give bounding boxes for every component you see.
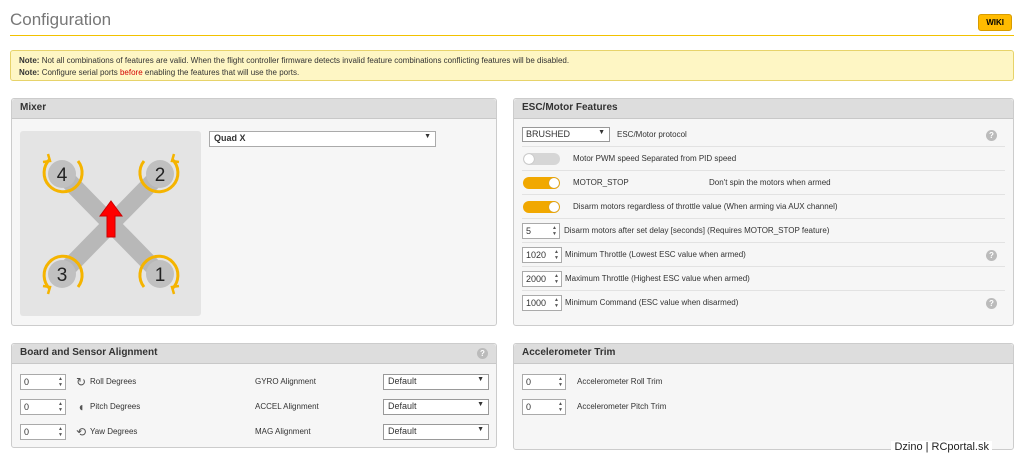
- quad-x-diagram: [20, 131, 201, 316]
- roll-degrees-input[interactable]: [20, 374, 66, 390]
- esc-protocol-row: [522, 123, 1005, 147]
- note-prefix: Note:: [19, 56, 40, 65]
- svg-text:2: 2: [154, 165, 166, 186]
- min-command-row: [522, 291, 1005, 315]
- disarm-delay-label: Disarm motors after set delay [seconds] (Requires MOTOR_STOP feature): [564, 226, 830, 235]
- spinner-icon[interactable]: ▲ ▼: [554, 273, 559, 285]
- min-throttle-row: [522, 243, 1005, 267]
- motor-2: [140, 154, 179, 192]
- pitch-icon: ◖: [77, 400, 85, 414]
- chevron-down-icon: ▼: [477, 426, 484, 433]
- esc-protocol-select[interactable]: [522, 127, 610, 142]
- max-throttle-label: Maximum Throttle (Highest ESC value when armed): [565, 274, 750, 283]
- note-prefix: Note:: [19, 68, 40, 77]
- disarm-delay-value: 5: [526, 226, 532, 236]
- note-highlight: before: [119, 68, 143, 77]
- note-text: Not all combinations of features are valid. When the flight controller firmware detects invalid feature combinations conflicting features will be disabled.: [41, 56, 570, 65]
- esc-protocol-label: ESC/Motor protocol: [617, 130, 687, 139]
- motor-stop-row: [522, 171, 1005, 195]
- yaw-degrees-input[interactable]: [20, 424, 66, 440]
- disarm-throttle-row: [522, 195, 1005, 219]
- spinner-icon[interactable]: ▲ ▼: [552, 225, 557, 237]
- help-icon[interactable]: ?: [986, 250, 997, 261]
- roll-trim-input[interactable]: [522, 374, 566, 390]
- yaw-degrees-label: Yaw Degrees: [90, 427, 138, 436]
- max-throttle-row: [522, 267, 1005, 291]
- mixer-select[interactable]: [209, 131, 436, 147]
- wiki-button[interactable]: WIKI: [978, 14, 1012, 31]
- min-throttle-value: 1020: [526, 250, 547, 260]
- board-alignment-panel: [11, 343, 497, 448]
- toggle-knob: [549, 202, 559, 212]
- svg-text:1: 1: [154, 265, 166, 286]
- pitch-alignment-row: [20, 395, 490, 419]
- spinner-icon[interactable]: ▲ ▼: [58, 376, 63, 388]
- help-icon[interactable]: ?: [477, 348, 488, 359]
- page-title: Configuration: [10, 10, 112, 29]
- roll-degrees-label: Roll Degrees: [90, 377, 137, 386]
- roll-trim-row: [522, 370, 1002, 394]
- accelerometer-trim-header: Accelerometer Trim: [514, 344, 1013, 364]
- mag-alignment-value: Default: [388, 426, 417, 436]
- spinner-icon[interactable]: ▲ ▼: [58, 426, 63, 438]
- spinner-icon[interactable]: ▲ ▼: [558, 401, 563, 413]
- max-throttle-value: 2000: [526, 274, 547, 284]
- credit-watermark: Dzino | RCportal.sk: [891, 441, 992, 453]
- disarm-throttle-toggle[interactable]: [523, 201, 560, 213]
- chevron-down-icon: ▼: [424, 133, 431, 140]
- mixer-header: Mixer: [12, 99, 496, 119]
- yaw-alignment-row: [20, 420, 490, 444]
- chevron-down-icon: ▼: [598, 129, 605, 136]
- board-alignment-title: Board and Sensor Alignment: [20, 347, 158, 358]
- pwm-separated-row: [522, 147, 1005, 171]
- pitch-trim-label: Accelerometer Pitch Trim: [577, 402, 667, 411]
- pitch-trim-value: 0: [526, 402, 532, 412]
- spinner-icon[interactable]: ▲ ▼: [554, 297, 559, 309]
- accel-alignment-label: ACCEL Alignment: [255, 402, 319, 411]
- chevron-down-icon: ▼: [477, 376, 484, 383]
- pitch-trim-row: [522, 395, 1002, 419]
- spinner-icon[interactable]: ▲ ▼: [58, 401, 63, 413]
- mag-alignment-label: MAG Alignment: [255, 427, 311, 436]
- board-alignment-header: [12, 344, 496, 364]
- gyro-alignment-select[interactable]: [383, 374, 489, 390]
- accelerometer-trim-panel: [513, 343, 1014, 450]
- note-text: Configure serial ports: [41, 68, 118, 77]
- min-command-value: 1000: [526, 298, 547, 308]
- roll-icon: ↻: [75, 375, 87, 389]
- mixer-panel: [11, 98, 497, 326]
- disarm-delay-row: [522, 219, 1005, 243]
- help-icon[interactable]: ?: [986, 130, 997, 141]
- help-icon[interactable]: ?: [986, 298, 997, 309]
- spinner-icon[interactable]: ▲ ▼: [558, 376, 563, 388]
- disarm-delay-input[interactable]: [522, 223, 560, 239]
- toggle-knob: [549, 178, 559, 188]
- svg-text:3: 3: [56, 265, 68, 286]
- spinner-icon[interactable]: ▲ ▼: [554, 249, 559, 261]
- motor-4: [43, 154, 82, 192]
- min-command-input[interactable]: [522, 295, 562, 311]
- mag-alignment-select[interactable]: [383, 424, 489, 440]
- roll-trim-label: Accelerometer Roll Trim: [577, 377, 663, 386]
- motor-stop-toggle[interactable]: [523, 177, 560, 189]
- pitch-degrees-value: 0: [24, 402, 30, 412]
- yaw-icon: ⟲: [75, 425, 87, 439]
- pitch-trim-input[interactable]: [522, 399, 566, 415]
- roll-trim-value: 0: [526, 377, 532, 387]
- note-box: [10, 50, 1014, 81]
- motor-3: [43, 256, 82, 294]
- roll-degrees-value: 0: [24, 377, 30, 387]
- toggle-knob: [524, 154, 534, 164]
- yaw-degrees-value: 0: [24, 427, 30, 437]
- note-line-1: [19, 55, 1005, 67]
- esc-header: ESC/Motor Features: [514, 99, 1013, 119]
- accel-alignment-value: Default: [388, 401, 417, 411]
- pwm-separated-toggle[interactable]: [523, 153, 560, 165]
- mixer-diagram: [20, 131, 201, 316]
- max-throttle-input[interactable]: [522, 271, 562, 287]
- pwm-separated-label: Motor PWM speed Separated from PID speed: [573, 154, 737, 163]
- motor-stop-name: MOTOR_STOP: [573, 178, 629, 187]
- motor-1: [140, 256, 179, 294]
- min-throttle-input[interactable]: [522, 247, 562, 263]
- disarm-throttle-label: Disarm motors regardless of throttle value (When arming via AUX channel): [573, 202, 838, 211]
- min-throttle-label: Minimum Throttle (Lowest ESC value when armed): [565, 250, 746, 259]
- gyro-alignment-value: Default: [388, 376, 417, 386]
- note-line-2: [19, 67, 1005, 79]
- esc-protocol-value: BRUSHED: [526, 129, 571, 139]
- gyro-alignment-label: GYRO Alignment: [255, 377, 316, 386]
- pitch-degrees-label: Pitch Degrees: [90, 402, 141, 411]
- note-text: enabling the features that will use the ports.: [144, 68, 300, 77]
- pitch-degrees-input[interactable]: [20, 399, 66, 415]
- min-command-label: Minimum Command (ESC value when disarmed): [565, 298, 739, 307]
- esc-panel: [513, 98, 1014, 326]
- chevron-down-icon: ▼: [477, 401, 484, 408]
- svg-text:4: 4: [56, 165, 68, 186]
- motor-stop-desc: Don't spin the motors when armed: [709, 178, 831, 187]
- roll-alignment-row: [20, 370, 490, 394]
- title-divider: [10, 35, 1014, 36]
- accel-alignment-select[interactable]: [383, 399, 489, 415]
- mixer-select-value: Quad X: [214, 133, 246, 143]
